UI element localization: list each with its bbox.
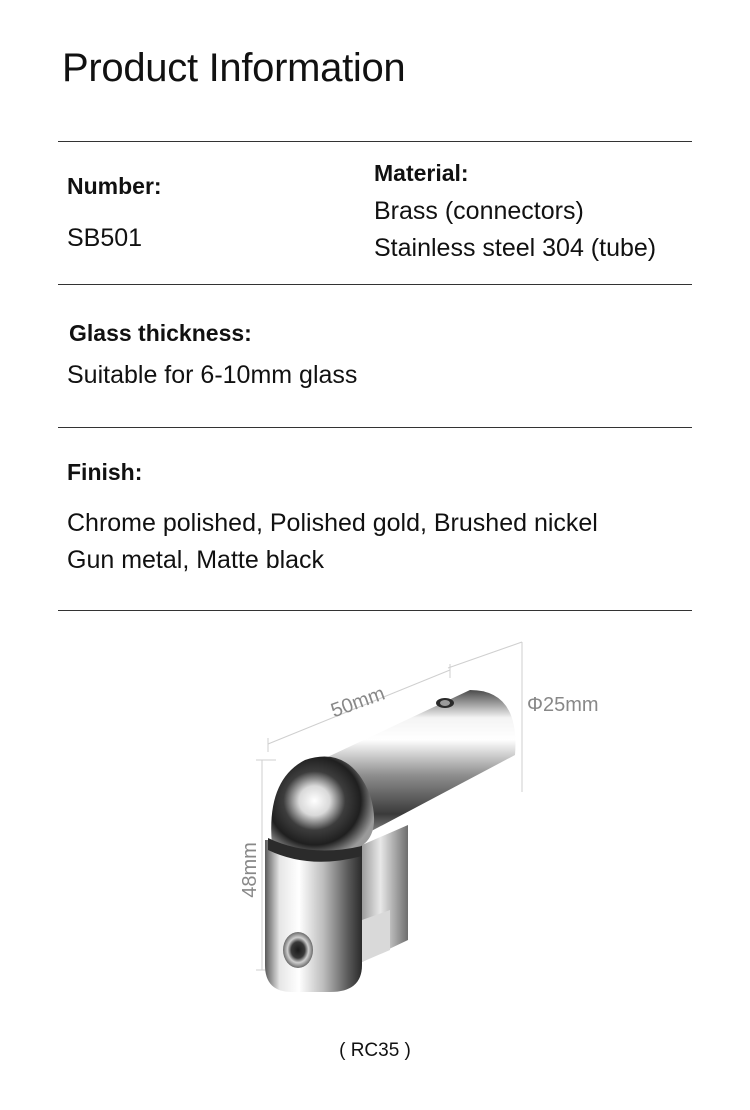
material-line-1: Brass (connectors) <box>374 197 584 225</box>
number-label: Number: <box>67 173 162 199</box>
divider <box>58 427 692 428</box>
divider <box>58 610 692 611</box>
dimension-length: 50mm <box>328 682 388 723</box>
dimension-height: 48mm <box>239 842 261 898</box>
divider <box>58 284 692 285</box>
finish-label: Finish: <box>67 459 143 485</box>
dimension-diameter: Φ25mm <box>527 694 599 716</box>
number-value: SB501 <box>67 224 143 252</box>
glass-thickness-label: Glass thickness: <box>69 320 252 346</box>
set-screw-icon <box>283 932 313 968</box>
finish-line-2: Gun metal, Matte black <box>67 546 325 574</box>
page-title: Product Information <box>62 46 406 90</box>
glass-thickness-value: Suitable for 6-10mm glass <box>67 361 358 389</box>
finish-line-1: Chrome polished, Polished gold, Brushed nickel <box>67 509 598 537</box>
divider <box>58 141 692 142</box>
figure-caption: ( RC35 ) <box>339 1040 411 1061</box>
material-label: Material: <box>374 160 469 186</box>
material-line-2: Stainless steel 304 (tube) <box>374 234 657 262</box>
product-figure <box>0 620 750 1040</box>
